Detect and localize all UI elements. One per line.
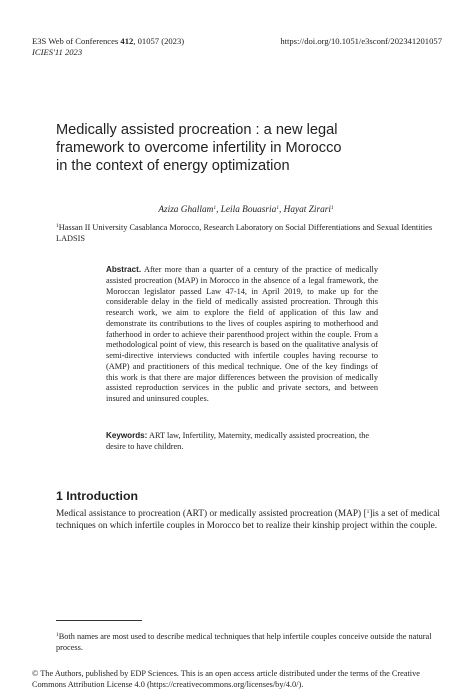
doi-link[interactable]: https://doi.org/10.1051/e3sconf/202341201057 <box>280 36 442 46</box>
author-name: Hayat Zirari <box>283 205 331 215</box>
footnote-ref[interactable]: 1 <box>366 509 370 515</box>
author-list: Aziza Ghallam$^1$, Leila Bouasria$^1$, Hayat Zirari$^1$ <box>158 205 334 215</box>
title-line: framework to overcome infertility in Morocco <box>56 140 342 156</box>
license-notice: © The Authors, published by EDP Sciences. This is an open access article distributed under the terms of the Creative Commons Attribution License 4.0 (https://creativecommons.org/licenses/by/4.0/). <box>32 669 420 689</box>
footnote: $^1$Both names are most used to describe medical techniques that help infertile couples conceive outside the natural process. <box>56 632 432 652</box>
section-paragraph: Medical assistance to procreation (ART) or medically assisted procreation (MAP) [$^1$]is a set of medical techniques on which infertile couples in Morocco bet to realize their kinship project within the couple. <box>56 509 441 531</box>
abstract <box>106 265 378 405</box>
author-name: Leila Bouasria <box>220 205 277 215</box>
journal-citation: E3S Web of Conferences 412, 01057 (2023) <box>32 36 185 46</box>
affiliation: $^1$Hassan II University Casablanca Morocco, Research Laboratory on Social Differentiations and Sexual Identities LADSIS <box>56 223 433 243</box>
running-header-left <box>32 36 184 58</box>
keywords-label: Keywords: <box>106 431 148 440</box>
title-line: in the context of energy optimization <box>56 158 290 174</box>
conference-name: ICIES'11 2023 <box>32 47 83 57</box>
keywords-text: ART law, Infertility, Maternity, medically assisted procreation, the desire to have children. <box>106 431 370 451</box>
keywords <box>106 431 378 453</box>
abstract-label: Abstract. <box>106 265 142 274</box>
section-heading: 1 Introduction <box>56 489 138 503</box>
abstract-text: After more than a quarter of a century of the practice of medically assisted procreation (MAP) in Morocco in the absence of a legal framework, the Moroccan legislator passed Law 47-14, in April 2019, to make up for the considerable delay in the field of medically assisted procreation. Through this research work, we aim to explore the field of application of this law and demonstrate its contributions to the lives of couples aspiring to motherhood and fatherhood in order to achieve their parenthood project within the couple. From a methodological point of view, this research is based on the qualitative analysis of semi-directive interviews conducted with infertile couples having recourse to (AMP) and practitioners of this medical technique. One of the key findings of this work is that there are major differences between the provision of medically assisted reproduction services in the public and private sectors, and between insured and uninsured couples. <box>106 265 378 403</box>
title-line: Medically assisted procreation : a new legal <box>56 122 338 138</box>
author-name: Aziza Ghallam <box>158 205 214 215</box>
footnote-divider <box>56 620 142 621</box>
paper-title <box>56 121 436 175</box>
